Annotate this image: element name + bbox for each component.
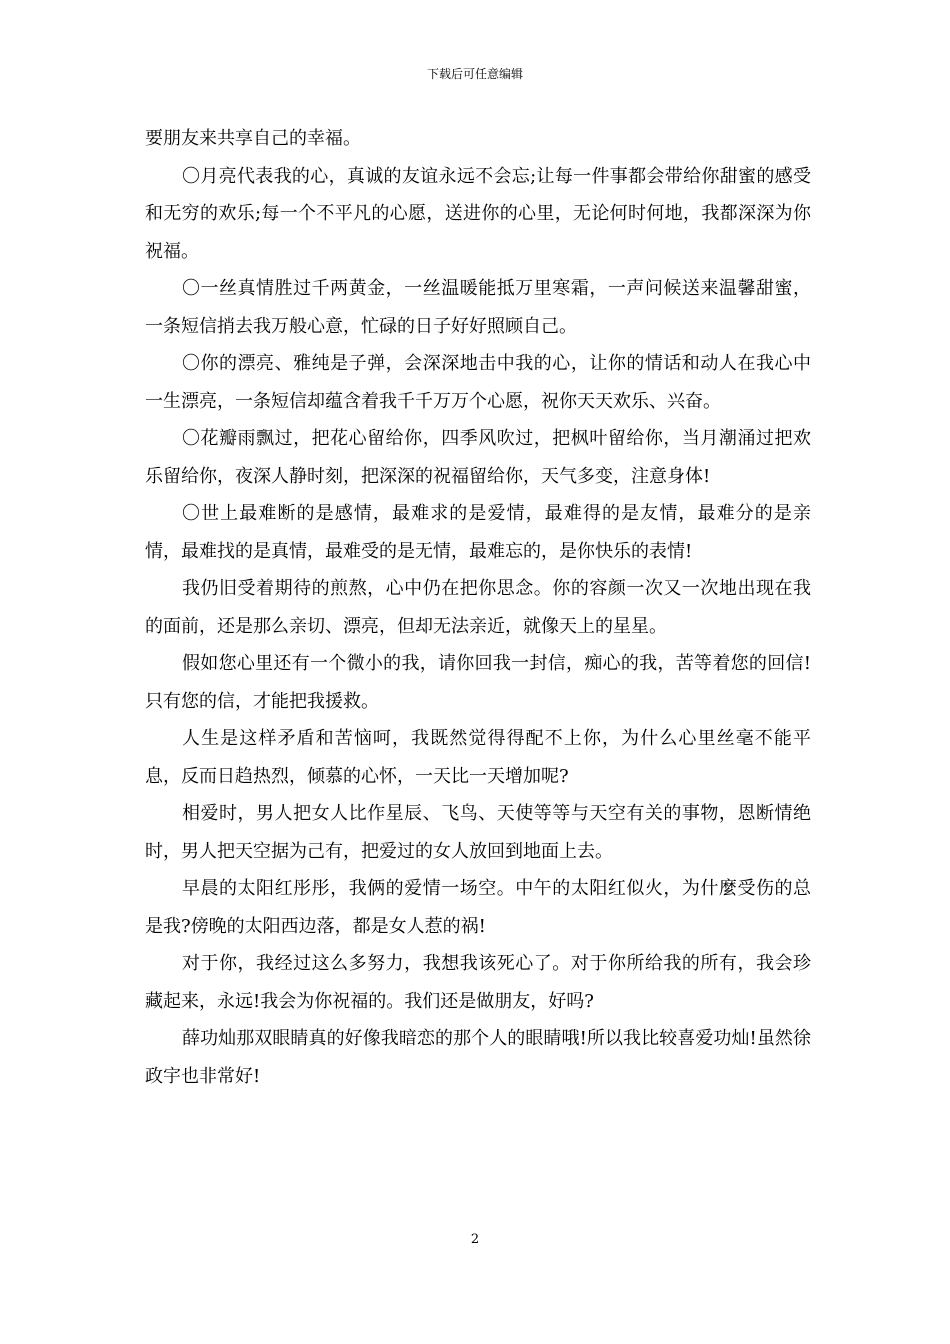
page-header: 下载后可任意编辑	[426, 67, 523, 81]
paragraph-13: 薛功灿那双眼睛真的好像我暗恋的那个人的眼睛哦!所以我比较喜爱功灿!虽然徐政宇也非常好!	[145, 1028, 811, 1087]
paragraph-9: 人生是这样矛盾和苦恼呵，我既然觉得得配不上你，为什么心里丝毫不能平息，反而日趋热烈，倾慕的心怀，一天比一天增加呢?	[145, 728, 811, 787]
paragraph-12: 对于你，我经过这么多努力，我想我该死心了。对于你所给我的所有，我会珍藏起来，永远!我会为你祝福的。我们还是做朋友，好吗?	[145, 953, 811, 1012]
page-number: 2	[470, 1232, 480, 1247]
paragraph-10: 相爱时，男人把女人比作星辰、飞鸟、天使等等与天空有关的事物，恩断情绝时，男人把天空据为己有，把爱过的女人放回到地面上去。	[145, 803, 811, 862]
paragraph-5: 〇花瓣雨飘过，把花心留给你，四季风吹过，把枫叶留给你，当月潮涌过把欢乐留给你，夜深人静时刻，把深深的祝福留给你，天气多变，注意身体!	[145, 428, 811, 487]
paragraph-4: 〇你的漂亮、雅纯是子弹，会深深地击中我的心，让你的情话和动人在我心中一生漂亮，一条短信却蕴含着我千千万万个心愿，祝你天天欢乐、兴奋。	[145, 353, 811, 412]
paragraph-6: 〇世上最难断的是感情，最难求的是爱情，最难得的是友情，最难分的是亲情，最难找的是真情，最难受的是无情，最难忘的，是你快乐的表情!	[145, 503, 811, 562]
paragraph-2: 〇月亮代表我的心，真诚的友谊永远不会忘;让每一件事都会带给你甜蜜的感受和无穷的欢乐;每一个不平凡的心愿，送进你的心里，无论何时何地，我都深深为你祝福。	[145, 165, 811, 262]
document-body	[145, 120, 811, 1095]
paragraph-3: 〇一丝真情胜过千两黄金，一丝温暖能抵万里寒霜，一声问候送来温馨甜蜜，一条短信捎去我万般心意，忙碌的日子好好照顾自己。	[145, 278, 811, 337]
paragraph-7: 我仍旧受着期待的煎熬，心中仍在把你思念。你的容颜一次又一次地出现在我的面前，还是那么亲切、漂亮，但却无法亲近，就像天上的星星。	[145, 578, 811, 637]
paragraph-1: 要朋友来共享自己的幸福。	[145, 128, 361, 149]
paragraph-8: 假如您心里还有一个微小的我，请你回我一封信，痴心的我，苦等着您的回信!只有您的信，才能把我援救。	[145, 653, 811, 712]
paragraph-11: 早晨的太阳红彤彤，我俩的爱情一场空。中午的太阳红似火，为什麼受伤的总是我?傍晚的太阳西边落，都是女人惹的祸!	[145, 878, 811, 937]
